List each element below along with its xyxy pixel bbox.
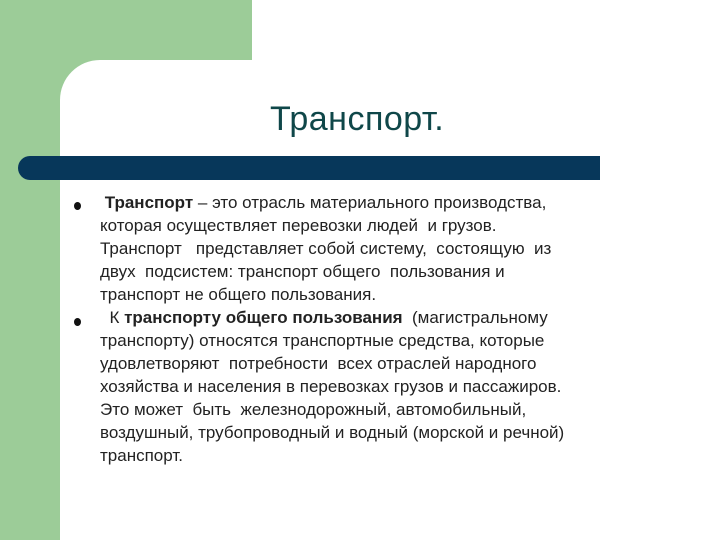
bullet-dot-icon <box>74 318 81 326</box>
bullet-dot-icon <box>74 202 81 210</box>
text-run: Это может быть железнодорожный, автомобильный, <box>100 400 527 419</box>
text-line <box>100 398 660 421</box>
rounded-corner-decoration <box>60 60 100 100</box>
text-run: Транспорт представляет собой систему, состоящую из <box>100 239 552 258</box>
text-line <box>100 237 660 260</box>
text-run: транспорт не общего пользования. <box>100 285 377 304</box>
text-run: которая осуществляет перевозки людей и грузов. <box>100 216 497 235</box>
text-run: – это отрасль материального производства, <box>193 193 547 212</box>
text-run: удовлетворяют потребности всех отраслей народного <box>100 354 537 373</box>
text-run: транспорту) относятся транспортные средства, которые <box>100 331 545 350</box>
text-line <box>100 375 660 398</box>
bold-term: Транспорт <box>104 193 194 212</box>
text-line <box>100 444 660 467</box>
text-run: (магистральному <box>402 308 548 327</box>
text-line <box>100 214 660 237</box>
text-run: транспорт. <box>100 446 183 465</box>
text-run: К <box>100 308 125 327</box>
text-line <box>100 352 660 375</box>
slide-title: Транспорт. <box>270 100 445 138</box>
text-line <box>100 283 660 306</box>
bold-term: транспорту общего пользования <box>124 308 403 327</box>
text-line <box>100 421 660 444</box>
text-line <box>100 260 660 283</box>
title-divider <box>18 156 600 180</box>
bullet-paragraph-1 <box>100 191 660 306</box>
text-run: воздушный, трубопроводный и водный (морской и речной) <box>100 423 565 442</box>
left-accent-bar <box>0 0 60 540</box>
text-line <box>100 306 660 329</box>
text-line <box>100 191 660 214</box>
text-line <box>100 329 660 352</box>
text-run: двух подсистем: транспорт общего пользования и <box>100 262 505 281</box>
bullet-paragraph-2 <box>100 306 660 467</box>
top-accent-block <box>0 0 252 60</box>
text-run: хозяйства и населения в перевозках грузов и пассажиров. <box>100 377 562 396</box>
